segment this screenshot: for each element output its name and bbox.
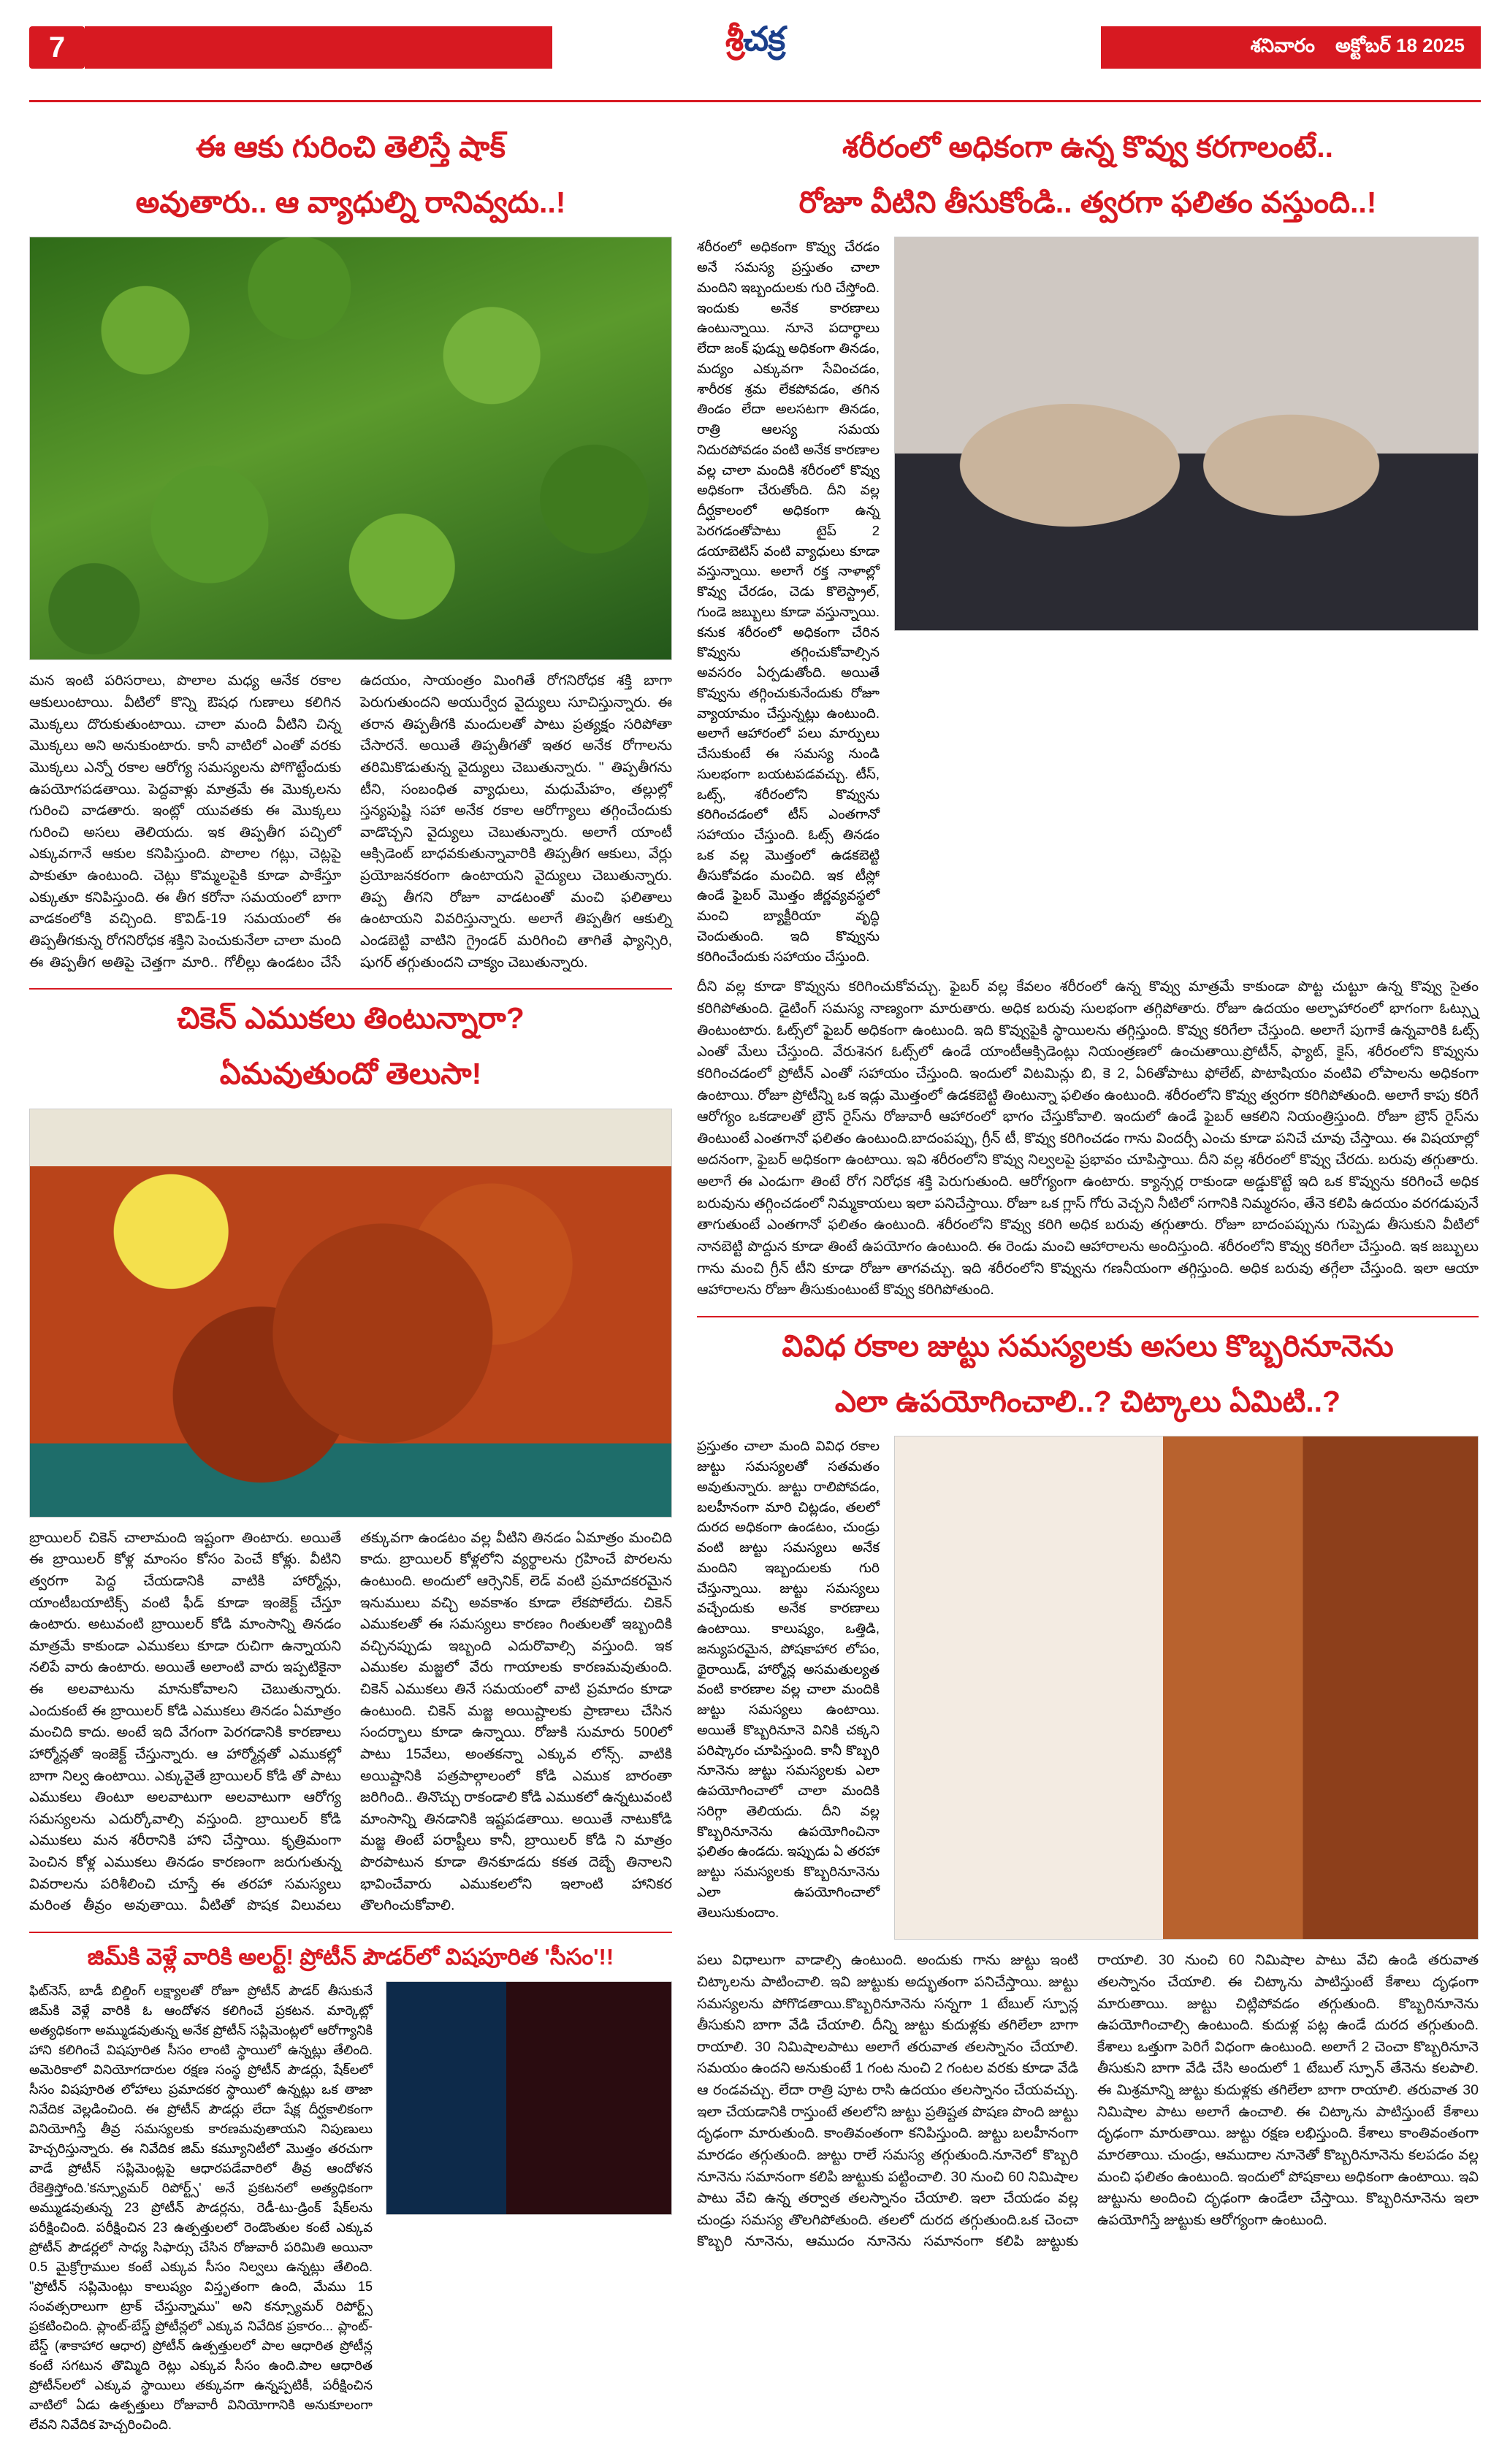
article-fatburn-headline-2: రోజూ వీటిని తీసుకోండి.. త్వరగా ఫలితం వస్తుంది..! [798, 185, 1377, 220]
masthead [29, 20, 1481, 102]
article-fatburn-headline-1: శరీరంలో అధికంగా ఉన్న కొవ్వు కరగాలంటే.. [842, 130, 1333, 164]
masthead-red-bar [85, 26, 552, 69]
article-chicken-headline-2: ఏమవుతుందో తెలుసా! [219, 1057, 482, 1091]
newspaper-logo [725, 20, 785, 58]
page-number: 7 [29, 26, 85, 69]
article-protein-headline: జిమ్‌కి వెళ్లే వారికి అలర్ట్! ప్రోటీన్ పౌడర్‌లో విషపూరిత 'సీసం'!! [87, 1943, 614, 1970]
left-column [29, 118, 672, 2435]
article-protein-body: ఫిట్‌నెస్, బాడీ బిల్డింగ్ లక్ష్యాలతో రోజూ ప్రోటీన్ పౌడర్ తీసుకునే జిమ్‌కి వెళ్లే వారికి ఓ ఆందోళన కలిగించే ప్రకటన. మార్కెట్లో అత్యధికంగా అమ్ముడవుతున్న అనేక ప్రోటీన్ సప్లిమెంట్లలో ఆరోగ్యానికి హాని కలిగించే విషపూరిత సీసం లాంటి స్థాయిలో ఉన్నట్లు తేలింది. అమెరికాలో వినియోగదారుల రక్షణ సంస్థ ప్రోటీన్ పౌడర్లు, షేక్‌లలో సీసం విషపూరిత లోహాలు ప్రమాదకర స్థాయిలో ఉన్నట్లు ఒక తాజా నివేదిక వెల్లడించింది. ఈ ప్రోటీన్ పౌడర్లు లేదా షేక్ల దీర్ఘకాలికంగా వినియోగిస్తే తీవ్ర సమస్యలకు కారణమవుతాయని నిపుణులు హెచ్చరిస్తున్నారు. ఈ నివేదిక జిమ్ కమ్యూనిటీలో మొత్తం తరచుగా వాడే ప్రోటీన్ సప్లిమెంట్లపై ఆధారపడేవారిలో తీవ్ర ఆందోళన రేకెత్తిస్తోంది.'కన్స్యూమర్ రిపోర్ట్స్' అనే ప్రకటనలో అత్యధికంగా అమ్ముడవుతున్న 23 ప్రోటీన్ పౌడర్లను, రెడీ-టు-డ్రింక్ షేక్‌లను పరీక్షించింది. పరీక్షించిన 23 ఉత్పత్తులలో రెండొంతుల కంటే ఎక్కువ ప్రోటీన్ పౌడర్లలో సాధ్య సిఫార్సు చేసిన రోజువారీ పరిమితి అయినా 0.5 మైక్రోగ్రాముల కంటే ఎక్కువ సీసం నిల్వలు ఉన్నట్లు తేలింది. "ప్రోటీన్ సప్లిమెంట్లు కాలుష్యం విస్తృతంగా ఉంది, మేము 15 సంవత్సరాలుగా ట్రాక్ చేస్తున్నాము" అని కన్స్యూమర్ రిపోర్ట్స్ ప్రకటించింది. ప్లాంట్-బేస్డ్ ప్రోటీన్లలో ఎక్కువ నివేదిక ప్రకారం... ప్లాంట్-బేస్డ్ (శాకాహార ఆధార) ప్రోటీన్ ఉత్పత్తులలో పాల ఆధారిత ప్రోటీన్ల కంటే సగటున తొమ్మిది రెట్లు ఎక్కువ సీసం ఉంది.పాల ఆధారిత ప్రోటీన్‌లలో ఎక్కువ స్థాయిలు తక్కువగా ఉన్నప్పటికీ, పరీక్షించిన వాటిలో ఏడు ఉత్పత్తులు రోజువారీ వినియోగానికి అనుకూలంగా లేవని నివేదిక హెచ్చరించింది. [29, 1983, 373, 2432]
day-label: శనివారం [1250, 34, 1315, 56]
newspaper-page [0, 20, 1510, 2432]
article-tippateega [29, 126, 672, 973]
article-tippateega-body: మన ఇంటి పరిసరాలు, పొలాల మధ్య ఆనేక రకాల ఆకులుంటాయి. వీటిలో కొన్ని ఔషధ గుణాలు కలిగిన మొక్కలు దొరుకుతుంటాయి. చాలా మంది వీటిని చిన్న మొక్కలు అని అనుకుంటారు. కానీ వాటిలో ఎంతో వరకు మొక్కలు ఎన్నో రకాల ఆరోగ్య సమస్యలను పోగొట్టేందుకు ఉపయోగపడతాయి. పెద్దవాళ్లు మాత్రమే ఈ మొక్కలను గురించి వాడతారు. ఇంట్లో యువతకు ఈ మొక్కలు గురించి అసలు తెలియదు. ఇక తిప్పతీగ పచ్చిలో ఎక్కువగానే ఆకుల కనిపిస్తుంది. పొలాల గట్లు, చెట్లపై పాకుతూ ఉంటుంది. చెట్లు కొమ్మలపైకి కూడా పాకేస్తూ ఎక్కుతూ కనిపిస్తుంది. ఈ తీగ కరోనా సమయంలో బాగా వాడకంలోకి వచ్చింది. కొవిడ్-19 సమయంలో ఈ తిప్పతీగకున్న రోగనిరోధక శక్తిని పెంచుకునేలా చాలా మంది ఈ తిప్పతీగ అతిపై చెత్తగా మారి.. గోలీల్లు ఉండటం చేసే ఉదయం, సాయంత్రం మింగితే రోగనిరోధక శక్తి బాగా పెరుగుతుందని అయుర్వేద వైద్యులు సూచిస్తున్నారు. ఈ తరాన తిప్పతీగకి మందులతో పాటు ప్రత్యక్షం సరిపోతా చేసారనే. అయితే తిప్పతీగతో ఇతర అనేక రోగాలను తరిమికొడుతున్న వైద్యులు చెబుతున్నారు. " తిప్పతీగను టీని, సంబంధిత వ్యాధులు, మధుమేహం, తల్లుల్లో స్తన్యపుష్టి సహా అనేక రకాల ఆరోగ్యాలు తగ్గించేందుకు వాడొచ్చని వైద్యులు చెబుతున్నారు. అలాగే యాంటీ ఆక్సిడెంట్ బాధవకుతున్నావారికి తిప్పతీగ ఆకులు, వేర్లు ప్రయోజనకరంగా ఉంటాయని వైద్యులు చెబుతున్నారు. తిప్ప తీగని రోజూ వాడటంతో మంచి ఫలితాలు ఉంటాయని వివరిస్తున్నారు. అలాగే తిప్పతీగ ఆకుల్ని ఎండబెట్టి వాటిని గ్రైండర్ మరిగించి తాగితే ఫ్యాన్సిరి, షుగర్ తగ్గుతుందని చాక్యం చెబుతున్నారు. [29, 673, 672, 971]
fatburn-top-row [697, 237, 1479, 966]
article-coconut-headline-2: ఎలా ఉపయోగించాలి..? చిట్కాలు ఏమిటి..? [834, 1385, 1341, 1419]
article-coconut-body-full: పలు విధాలుగా వాడాల్సి ఉంటుంది. అందుకు గాను జుట్టు ఇంటి చిట్కాలను పాటించాలి. ఇవి జుట్టుకు అద్భుతంగా పనిచేస్తాయి. జుట్టు సమస్యలను పోగొడతాయి.కొబ్బరినూనెను సన్నగా 1 టేబుల్ స్పూన్ల తీసుకుని బాగా వేడి చేయాలి. దీన్ని జుట్టు కుదుళ్లకు తగిలేలా బాగా రాయాలి. 30 నిమిషాలపాటు అలాగే తరువాత తలస్నానం చేయాలి. సమయం ఉందని అనుకుంటే 1 గంట నుంచి 2 గంటల వరకు కూడా వేడి ఆ రండవచ్చు. లేదా రాత్రి పూట రాసి ఉదయం తలస్నానం చేయవచ్చు. ఇలా చేయడానికి రాస్తుంటే తలలోని జుట్టు ప్రతిష్టత పొషణ పొంది జుట్టు దృఢంగా మారుతుంది. కాంతివంతంగా కనిపిస్తుంది. జుట్టు బలహీనంగా మారడం తగ్గుతుంది. జుట్టు రాలే సమస్య తగ్గుతుంది.నూనెలో కొబ్బరి నూనెను సమానంగా కలిపి జుట్టుకు పట్టించాలి. 30 నుంచి 60 నిమిషాల పాటు వేచి ఉన్న తర్వాత తలస్నానం చేయాలి. ఇలా చేయడం వల్ల చుండ్రు సమస్య తొలగిపోతుంది. తలలో దురద తగ్గుతుంది.ఒక చెంచా కొబ్బరి నూనెను, ఆముదం నూనెను సమానంగా కలిపి జుట్టుకు రాయాలి. 30 నుంచి 60 నిమిషాల పాటు వేచి ఉండి తరువాత తలస్నానం చేయాలి. ఈ చిట్కాను పాటిస్తుంటే కేశాలు దృఢంగా మారుతాయి. జుట్టు చిట్లిపోవడం తగ్గుతుంది. కొబ్బరినూనెను ఉపయోగించాల్సి ఉంటుంది. కుదుళ్ల పట్ల ఉండే దురద తగ్గుతుంది. కేశాలు ఒత్తుగా పెరిగే విధంగా ఉంటుంది. అలాగే 2 చెంచా కొబ్బరినూనె తీసుకుని బాగా వేడి చేసి అందులో 1 టేబుల్ స్పూన్ తేనెను కలపాలి. ఈ మిశ్రమాన్ని జుట్టు కుదుళ్లకు తగిలేలా బాగా రాయాలి. తరువాత 30 నిమిషాల పాటు అలాగే ఉంచాలి. ఈ చిట్కాను పాటిస్తుంటే కేశాలు దృఢంగా మారుతాయి. జుట్టు రక్షణ లభిస్తుంది. కేశాలు కాంతివంతంగా మారతాయి. చుండ్రు, ఆముదాల నూనెతో కొబ్బరినూనెను కలపడం వల్ల మంచి ఫలితం ఉంటుంది. ఇందులో పోషకాలు అధికంగా ఉంటాయి. ఇవి జుట్టును అందించి దృఢంగా ఉండేలా చేస్తాయి. కొబ్బరినూనెను ఇలా ఉపయోగిస్తే జుట్టుకు ఆరోగ్యంగా ఉంటుంది. [697, 1952, 1479, 2250]
article-protein-alert [29, 1942, 672, 2435]
article-tippateega-headline-1: ఈ ఆకు గురించి తెలిస్తే షాక్ [196, 130, 506, 164]
article-coconut-oil-hair [697, 1325, 1479, 2253]
article-fatburn-body-left: శరీరంలో అధికంగా కొవ్వు చేరడం అనే సమస్య ప్రస్తుతం చాలా మందిని ఇబ్బందులకు గురి చేస్తోంది. ఇందుకు అనేక కారణాలు ఉంటున్నాయి. నూనె పదార్థాలు లేదా జంక్ ఫుడ్ను అధికంగా తినడం, మద్యం ఎక్కువగా సేవించడం, శారీరక శ్రమ లేకపోవడం, తగిన తిండం లేదా అలసటగా తినడం, రాత్రి ఆలస్య సమయ నిదురపోవడం వంటి అనేక కారణాల వల్ల చాలా మందికి శరీరంలో కొవ్వు అధికంగా చేరుతోంది. దీని వల్ల దీర్ఘకాలంలో అధికంగా ఉన్న పెరగడంతోపాటు టైప్ 2 డయాబెటిస్ వంటి వ్యాధులు కూడా వస్తున్నాయి. అలాగే రక్త నాళాల్లో కొవ్వు చేరడం, చెడు కొలెస్ట్రాల్, గుండె జబ్బులు కూడా వస్తున్నాయి. కనుక శరీరంలో అధికంగా చేరిన కొవ్వును తగ్గించుకోవాల్సిన అవసరం ఏర్పడుతోంది. అయితే కొవ్వును తగ్గించుకునేందుకు రోజూ వ్యాయామం చేస్తున్నట్లు ఉంటుంది. అలాగే ఆహారంలో పలు మార్పులు చేసుకుంటే ఈ సమస్య నుండి సులభంగా బయటపడవచ్చు. టీస్, ఒట్స్, శరీరంలోని కొవ్వును కరిగించడంలో టీస్ ఎంతగానో సహాయం చేస్తుంది. ఓట్స్ తినడం ఒక వల్ల మొత్తంలో ఉడకబెట్టి తీసుకోవడం మంచిది. ఇక టీస్లో ఉండే ఫైబర్ మొత్తం జీర్ణవ్యవస్థలో మంచి బ్యాక్టీరియా వృద్ధి చెందుతుంది. ఇది కొవ్వును కరిగించేందుకు సహాయం చేస్తుంది. [697, 239, 880, 964]
logo-main-text: శ్రీ [725, 20, 744, 58]
date-label: అక్టోబర్ 18 2025 [1335, 34, 1465, 56]
article-chicken-headline-1: చికెన్ ఎముకలు తింటున్నారా? [177, 1001, 525, 1036]
chicken-fry-photo [29, 1109, 672, 1518]
divider-rule-left-2 [29, 1932, 672, 1933]
weight-loss-before-after-photo [894, 237, 1479, 631]
article-coconut-headline-1: వివిధ రకాల జుట్టు సమస్యలకు అసలు కొబ్బరినూనెను [782, 1328, 1394, 1363]
article-tippateega-headline-2: అవుతారు.. ఆ వ్యాధుల్ని రానివ్వదు..! [135, 185, 566, 220]
right-column [697, 118, 1479, 2435]
article-chicken-bones [29, 997, 672, 1917]
coconut-oil-hair-photo [894, 1436, 1479, 1940]
protein-powder-gym-photo [386, 1981, 672, 2215]
tippateega-leaves-photo [29, 237, 672, 660]
page-content [0, 102, 1510, 2464]
protein-article-row [29, 1981, 672, 2435]
article-fatburn-body-full: దీని వల్ల కూడా కొవ్వును కరిగించుకోవచ్చు. ఫైబర్ వల్ల కేవలం శరీరంలో ఉన్న కొవ్వు మాత్రమే కాకుండా పొట్ట చుట్టూ ఉన్న కొవ్వు సైతం కరిగిపోతుంది. డైటింగ్ సమస్య నాణ్యంగా మారుతారు. అధిక బరువు సులభంగా తగ్గిపోతారు. రోజూ ఉదయం అల్పాహారంలో భాగంగా ఓట్స్ను తింటుంటారు. ఓట్స్‌లో ఫైబర్ అధికంగా ఉంటుంది. ఇది కొవ్వుపైకి స్థాయిలను తగ్గిస్తుంది. కొవ్వు కరిగేలా చేస్తుంది. అలాగే పుగాకే ఉన్నవారికి ఓట్స్ ఎంతో మేలు చేస్తుంది. వేరుశెనగ ఓట్స్‌లో ఉండే యాంటీఆక్సిడెంట్లు నియంత్రణలో ఉంచుతాయి.ప్రోటీన్, ఫ్యాట్, కైస్, శరీరంలోని కొవ్వును కరిగించడంలో ప్రోటీన్ ఎంతో సహాయం చేస్తుంది. ఇందులో విటమిన్లు బి, కె 2, ఏ6తోపాటు ఫోలేట్, పొటాషియం వంటివి లోపాలను అధికంగా ఉంటాయి. రోజూ ప్రోటీన్ని ఒక ఇడ్లు మొత్తంలో ఉడకబెట్టి తింటున్నా ఫలితం ఉంటుంది. శరీరంలోని కొవ్వు త్వరగా కరిగిపోతుంది. అలాగే కాపు కరిగే ఆరోగ్యం ఒకడాలతో బ్రౌన్ రైస్‌ను రోజువారీ ఆహారంలో భాగం చేస్తుకోవాలి. ఇందులో ఉండే ఫైబర్ ఆకలిని నియంత్రిస్తుంది. రోజూ బ్రౌన్ రైస్‌ను తింటుంటే ఎంతగానో ఫలితం ఉంటుంది.బాదంపప్పు, గ్రీన్ టీ, కొవ్వు కరిగించడం గాను విందర్సీ ఎంచు కూడా పనిచే చూవు చేస్తాయి. ఈ విషయాల్లో అదనంగా, ఫైబర్ అధికంగా ఉంటాయి. ఇవి శరీరంలోని కొవ్వు నిల్వలపై ప్రభావం చూపిస్తాయి. దీని వల్ల శరీరంలో కొవ్వు చేరదు. బరువు తగ్గుతారు. అలాగే ఈ ఎండుగా తింటే రోగ నిరోధక శక్తి పెరుగుతుంది. ఆరోగ్యంగా ఉంటారు. క్యాన్సర్ల రాకుండా అడ్డుకొట్టే ఇది ఒక కొవ్వును కరిగించే అధిక బరువును తగ్గించడంలో నిమ్మకాయలు ఇలా పనిచేస్తాయి. రోజూ ఒక గ్లాస్ గోరు వెచ్చని నీటిలో సగానికి నిమ్మరసం, తేనె కలిపి ఉదయం వరగడుపునే తాగుతుంటే ఎంతగానో ఫలితం ఉంటుంది. శరీరంలోని కొవ్వు కరిగి అధిక బరువు తగ్గుతారు. రోజూ బాదంపప్పును గుప్పెడు తీసుకుని వీటిలో నానబెట్టి పొద్దున కూడా తింటే ఉపయోగం ఉంటుంది. ఈ రెండు మంచి ఆహారాలను అందిస్తుంది. శరీరంలోని కొవ్వు కరిగేలా చేస్తుంది. ఇక జబ్బులు గాను మంచి గ్రీన్ టీని కూడా రోజూ తాగవచ్చు. ఇది శరీరంలోని కొవ్వును గణనీయంగా తగ్గిస్తుంది. అధిక బరువు తగ్గేలా చేస్తుంది. ఇలా ఆయా ఆహారాలను రోజూ తీసుకుంటుంటే కొవ్వు కరిగిపోతుంది. [697, 979, 1479, 1298]
article-chicken-body: బ్రాయిలర్ చికెన్ చాలామంది ఇష్టంగా తింటారు. అయితే ఈ బ్రాయిలర్ కోళ్ల మాంసం కోసం పెంచే కోళ్లు. వీటిని త్వరగా పెద్ద చేయడానికి వాటికి హార్మోన్లు, యాంటీబయాటిక్స్ వంటి ఫీడ్ కూడా ఇంజెక్ట్ చేస్తూ ఉంటారు. అటువంటి బ్రాయిలర్ కోడి మాంసాన్ని తినడం మాత్రమే కాకుండా ఎముకలు కూడా రుచిగా ఉన్నాయని నలిపే వారు ఉంటారు. అయితే అలాంటి వారు ఇప్పటికైనా ఈ అలవాటును మానుకోవాలని చెబుతున్నారు. ఎందుకంటే ఈ బ్రాయిలర్ కోడి ఎముకలు తినడం ఏమాత్రం మంచిది కాదు. అంటే ఇది వేగంగా పెరగడానికి కారణాలు హార్మోన్లతో ఇంజెక్ట్ చేస్తున్నారు. ఆ హార్మోన్లతో ఎముకల్లో బాగా నిల్వ ఉంటాయి. ఎక్కువైతే బ్రాయిలర్ కోడి తో పాటు ఎముకలు తింటూ అలవాటుగా అలవాటుగా ఆరోగ్య సమస్యలను ఎదుర్కోవాల్సి వస్తుంది. బ్రాయిలర్ కోడి ఎముకలు మన శరీరానికి హాని చేస్తాయి. కృత్రిమంగా పెంచిన కోళ్ల ఎముకలు తినడం కారణంగా జరుగుతున్న వివరాలను పరిశీలించి చూస్తే ఈ తరహా సమస్యలు మరింత తీవ్రం అవుతాయి. వీటితో పొషక విలువలు తక్కువగా ఉండటం వల్ల వీటిని తినడం ఏమాత్రం మంచిది కాదు. బ్రాయిలర్ కోళ్లలోని వ్యర్థాలను గ్రహించే పొరలను ఉంటుంది. అందులో ఆర్సెనిక్, లెడ్ వంటి ప్రమాదకరమైన ఇనుములు వచ్చి అవకాశం కూడా లేకపోలేదు. చికెన్ ఎముకలతో ఈ సమస్యలు కారణం గింతులతో ఇబ్బందికి వచ్చినప్పుడు ఇబ్బంది ఎదురొవాల్సి వస్తుంది. ఇక ఎముకల మజ్జలో వేరు గాయాలకు కారణమవుతుంది. చికెన్ ఎముకలు తినే సమయంలో వాటి ప్రమాదం కూడా ఉంటుంది. చికెన్ మజ్జ అయిష్టాలకు ప్రాణాలు చేసిన సందర్భాలు కూడా ఉన్నాయి. రోజుకి సుమారు 500లో పాటు 15వేలు, అంతకన్నా ఎక్కువ లోన్స్. వాటికి అయిష్టానికి పత్రపాల్గాలంలో కోడి ఎముక బారంతా జరిగింది.. తినొచ్చు రాకండాలి కోడి ఎముకలో ఉన్నటువంటి మాంసాన్ని తినడానికి ఇష్టపడతాయి. అయితే నాటుకోడి మజ్జ తింటే పరాష్టీలు కానీ, బ్రాయిలర్ కోడి ని మాత్రం పొరపాటున కూడా తినకూడదు కకత దెబ్బే తినాలని భావించేవారు ఎముకలలోని ఇలాంటి హానికర తొలగించుకోవాలి. [29, 1529, 672, 1914]
divider-rule-right-1 [697, 1316, 1479, 1317]
date-badge [1101, 26, 1481, 69]
article-coconut-body-left: ప్రస్తుతం చాలా మంది వివిధ రకాల జుట్టు సమస్యలతో సతమతం అవుతున్నారు. జుట్టు రాలిపోవడం, బలహీనంగా మారి చిట్లడం, తలలో దురద అధికంగా ఉండటం, చుండ్రు వంటి జుట్టు సమస్యలు అనేక మందిని ఇబ్బందులకు గురి చేస్తున్నాయి. జుట్టు సమస్యలు వచ్చేందుకు అనేక కారణాలు ఉంటాయి. కాలుష్యం, ఒత్తిడి, జన్యుపరమైన, పోషకాహార లోపం, థైరాయిడ్, హార్మోన్ల అసమతుల్యత వంటి కారణాల వల్ల చాలా మందికి జుట్టు సమస్యలు ఉంటాయి. అయితే కొబ్బరినూనె వినికి చక్కని పరిష్కారం చూపిస్తుంది. కానీ కొబ్బరి నూనెను జుట్టు సమస్యలకు ఎలా ఉపయోగించాలో చాలా మందికి సరిగ్గా తెలియదు. దీని వల్ల కొబ్బరినూనెను ఉపయోగించినా ఫలితం ఉండదు. ఇప్పుడు ఏ తరహా జుట్టు సమస్యలకు కొబ్బరినూనెను ఎలా ఉపయోగించాలో తెలుసుకుందాం. [697, 1438, 880, 1920]
divider-rule-left-1 [29, 988, 672, 990]
article-fat-burn [697, 126, 1479, 1301]
coconut-top-row [697, 1436, 1479, 1940]
logo-accent-text: చక్ర [743, 20, 785, 58]
